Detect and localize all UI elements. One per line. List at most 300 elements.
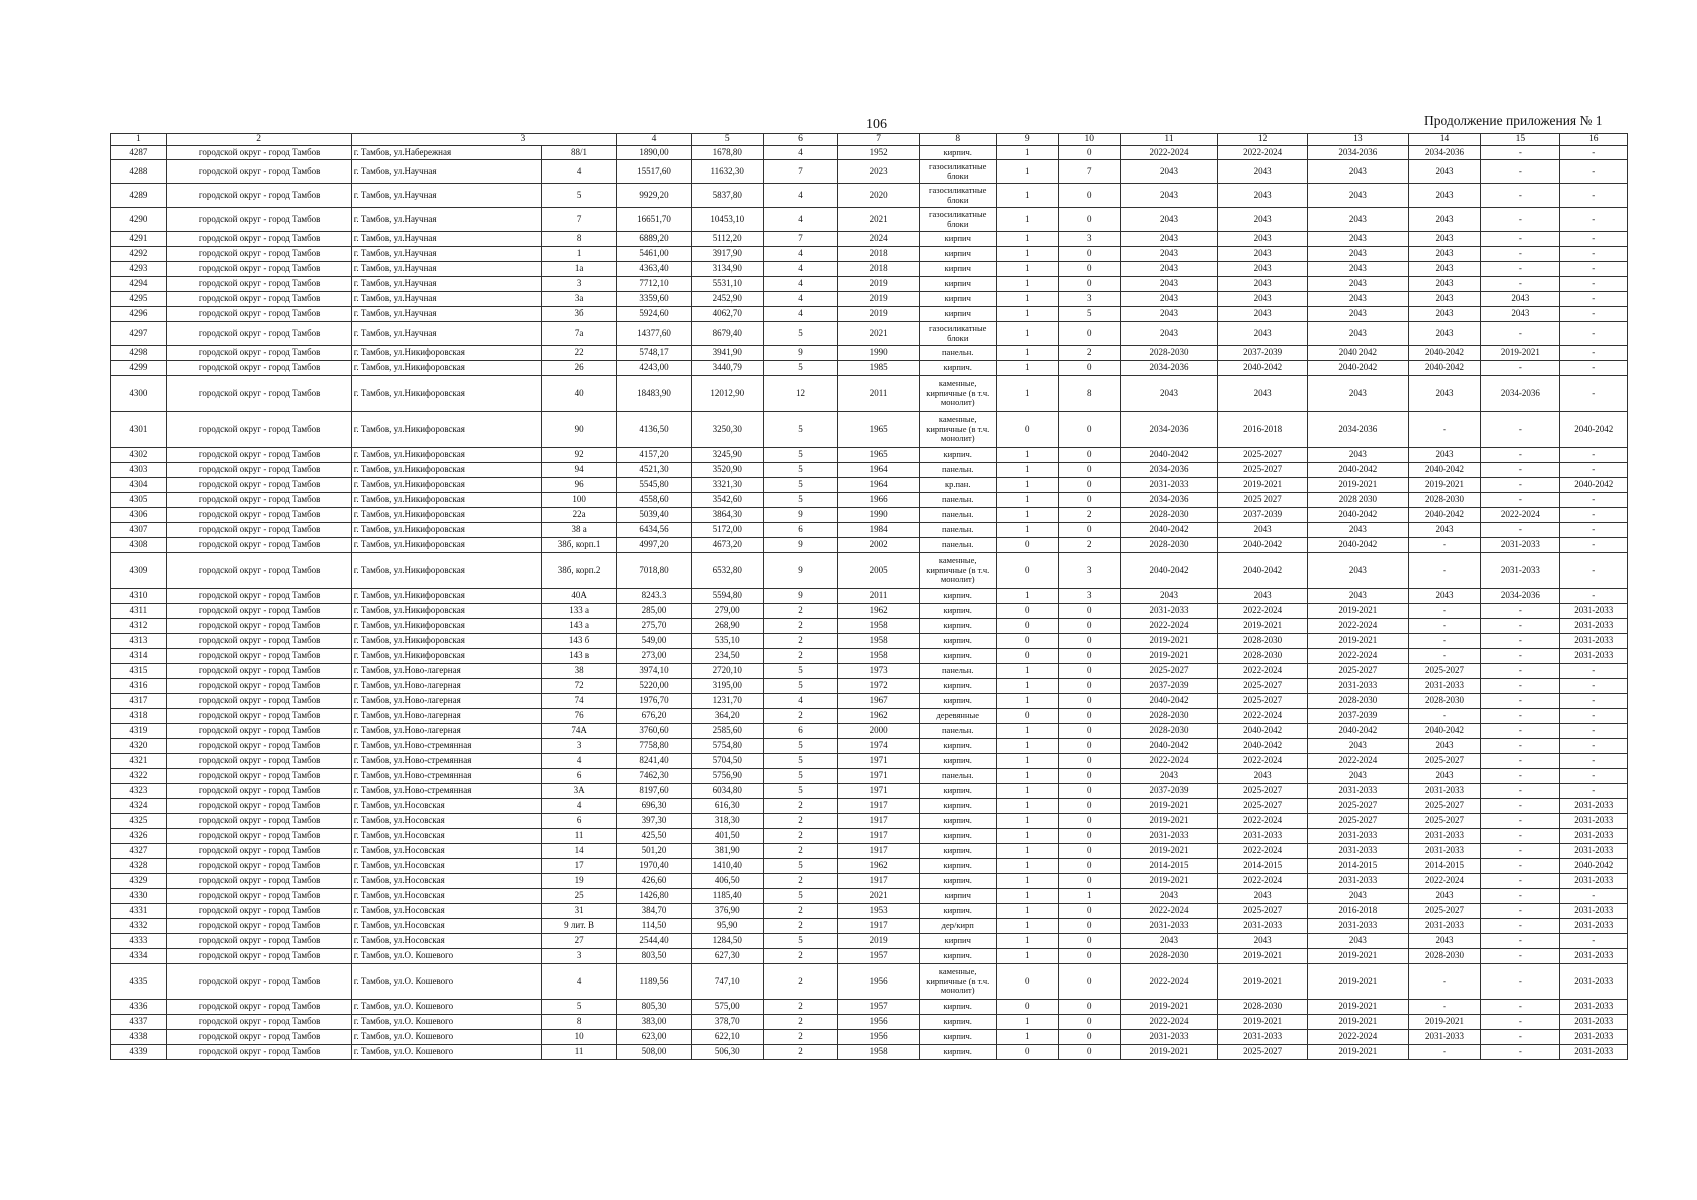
cell-street-address: г. Тамбов, ул.Носовская	[351, 844, 541, 859]
cell-period-11: 2028-2030	[1120, 709, 1217, 724]
cell-period-13: 2019-2021	[1308, 964, 1409, 1000]
table-row	[111, 361, 1628, 376]
cell-total-area: 3974,10	[617, 664, 692, 679]
cell-period-13: 2043	[1308, 208, 1409, 232]
cell-period-14: -	[1408, 709, 1481, 724]
cell-street-address: г. Тамбов, ул.Никифоровская	[351, 634, 541, 649]
cell-flag-a: 0	[996, 1045, 1058, 1060]
cell-municipality: городской округ - город Тамбов	[166, 889, 351, 904]
cell-total-area: 4136,50	[617, 412, 692, 448]
cell-street-address: г. Тамбов, ул.Никифоровская	[351, 463, 541, 478]
cell-flag-b: 0	[1058, 784, 1120, 799]
cell-period-14: 2043	[1408, 307, 1481, 322]
cell-house-number: 72	[542, 679, 617, 694]
cell-municipality: городской округ - город Тамбов	[166, 412, 351, 448]
table-row	[111, 493, 1628, 508]
cell-living-area: 4062,70	[691, 307, 763, 322]
cell-flag-b: 0	[1058, 859, 1120, 874]
cell-period-12: 2043	[1218, 184, 1308, 208]
cell-flag-a: 1	[996, 508, 1058, 523]
cell-period-12: 2022-2024	[1218, 664, 1308, 679]
cell-period-16: 2031-2033	[1560, 904, 1628, 919]
cell-row-number: 4316	[111, 679, 167, 694]
table-row	[111, 739, 1628, 754]
cell-period-14: -	[1408, 1045, 1481, 1060]
cell-period-15: 2043	[1481, 292, 1560, 307]
cell-house-number: 40	[542, 376, 617, 412]
cell-total-area: 4521,30	[617, 463, 692, 478]
cell-period-12: 2019-2021	[1218, 964, 1308, 1000]
cell-period-14: -	[1408, 1000, 1481, 1015]
cell-floors: 9	[763, 346, 838, 361]
cell-municipality: городской округ - город Тамбов	[166, 322, 351, 346]
cell-flag-b: 0	[1058, 247, 1120, 262]
table-row	[111, 1015, 1628, 1030]
cell-period-11: 2034-2036	[1120, 412, 1217, 448]
cell-period-13: 2019-2021	[1308, 634, 1409, 649]
cell-total-area: 1890,00	[617, 146, 692, 160]
cell-period-13: 2034-2036	[1308, 146, 1409, 160]
cell-period-15: 2034-2036	[1481, 589, 1560, 604]
cell-period-11: 2043	[1120, 934, 1217, 949]
cell-total-area: 8243.3	[617, 589, 692, 604]
cell-year-built: 1990	[838, 346, 919, 361]
table-row	[111, 146, 1628, 160]
cell-year-built: 2019	[838, 307, 919, 322]
cell-period-13: 2043	[1308, 934, 1409, 949]
table-row	[111, 829, 1628, 844]
cell-year-built: 2021	[838, 322, 919, 346]
cell-living-area: 401,50	[691, 829, 763, 844]
cell-flag-a: 1	[996, 679, 1058, 694]
cell-row-number: 4324	[111, 799, 167, 814]
cell-floors: 2	[763, 1000, 838, 1015]
cell-street-address: г. Тамбов, ул.Научная	[351, 262, 541, 277]
header-cell: 3	[351, 134, 616, 146]
cell-period-11: 2022-2024	[1120, 1015, 1217, 1030]
cell-row-number: 4322	[111, 769, 167, 784]
cell-street-address: г. Тамбов, ул.Никифоровская	[351, 619, 541, 634]
cell-flag-a: 1	[996, 262, 1058, 277]
cell-municipality: городской округ - город Тамбов	[166, 874, 351, 889]
cell-year-built: 2019	[838, 292, 919, 307]
cell-period-13: 2019-2021	[1308, 604, 1409, 619]
cell-row-number: 4331	[111, 904, 167, 919]
cell-living-area: 6532,80	[691, 553, 763, 589]
cell-period-12: 2022-2024	[1218, 874, 1308, 889]
cell-flag-a: 1	[996, 724, 1058, 739]
cell-period-15: -	[1481, 448, 1560, 463]
cell-flag-a: 1	[996, 919, 1058, 934]
cell-period-15: -	[1481, 232, 1560, 247]
cell-period-11: 2022-2024	[1120, 904, 1217, 919]
cell-floors: 5	[763, 754, 838, 769]
cell-house-number: 143 б	[542, 634, 617, 649]
cell-period-16: -	[1560, 724, 1628, 739]
cell-period-14: 2031-2033	[1408, 844, 1481, 859]
cell-year-built: 2023	[838, 160, 919, 184]
cell-row-number: 4319	[111, 724, 167, 739]
cell-period-14: 2043	[1408, 292, 1481, 307]
cell-wall-material: каменные, кирпичные (в т.ч. монолит)	[919, 412, 996, 448]
cell-period-13: 2022-2024	[1308, 649, 1409, 664]
cell-street-address: г. Тамбов, ул.О. Кошевого	[351, 949, 541, 964]
cell-period-11: 2019-2021	[1120, 874, 1217, 889]
cell-living-area: 575,00	[691, 1000, 763, 1015]
cell-year-built: 1958	[838, 619, 919, 634]
cell-period-15: -	[1481, 604, 1560, 619]
cell-floors: 2	[763, 709, 838, 724]
cell-period-11: 2043	[1120, 292, 1217, 307]
cell-year-built: 2018	[838, 262, 919, 277]
cell-period-15: -	[1481, 208, 1560, 232]
cell-wall-material: кирпич.	[919, 874, 996, 889]
cell-period-15: -	[1481, 814, 1560, 829]
cell-floors: 4	[763, 292, 838, 307]
cell-street-address: г. Тамбов, ул.Носовская	[351, 934, 541, 949]
cell-floors: 2	[763, 634, 838, 649]
cell-floors: 2	[763, 919, 838, 934]
cell-period-16: -	[1560, 346, 1628, 361]
cell-wall-material: каменные, кирпичные (в т.ч. монолит)	[919, 964, 996, 1000]
cell-period-15: -	[1481, 859, 1560, 874]
cell-year-built: 1956	[838, 964, 919, 1000]
cell-total-area: 696,30	[617, 799, 692, 814]
header-cell: 13	[1308, 134, 1409, 146]
cell-period-16: 2031-2033	[1560, 949, 1628, 964]
cell-street-address: г. Тамбов, ул.Научная	[351, 208, 541, 232]
cell-total-area: 1189,56	[617, 964, 692, 1000]
cell-row-number: 4326	[111, 829, 167, 844]
cell-period-13: 2043	[1308, 160, 1409, 184]
cell-house-number: 31	[542, 904, 617, 919]
cell-row-number: 4291	[111, 232, 167, 247]
cell-living-area: 506,30	[691, 1045, 763, 1060]
cell-floors: 2	[763, 814, 838, 829]
cell-municipality: городской округ - город Тамбов	[166, 208, 351, 232]
table-row	[111, 724, 1628, 739]
cell-period-14: 2025-2027	[1408, 904, 1481, 919]
cell-period-12: 2037-2039	[1218, 346, 1308, 361]
table-row	[111, 709, 1628, 724]
cell-living-area: 3520,90	[691, 463, 763, 478]
cell-wall-material: кирпич.	[919, 361, 996, 376]
cell-living-area: 268,90	[691, 619, 763, 634]
cell-period-15: -	[1481, 478, 1560, 493]
table-row	[111, 619, 1628, 634]
cell-flag-a: 1	[996, 739, 1058, 754]
cell-year-built: 1985	[838, 361, 919, 376]
cell-total-area: 1426,80	[617, 889, 692, 904]
cell-period-15: -	[1481, 784, 1560, 799]
cell-row-number: 4304	[111, 478, 167, 493]
cell-period-16: -	[1560, 247, 1628, 262]
cell-flag-b: 0	[1058, 1030, 1120, 1045]
cell-total-area: 8241,40	[617, 754, 692, 769]
cell-total-area: 4363,40	[617, 262, 692, 277]
cell-row-number: 4330	[111, 889, 167, 904]
cell-house-number: 7а	[542, 322, 617, 346]
cell-row-number: 4287	[111, 146, 167, 160]
cell-flag-b: 3	[1058, 232, 1120, 247]
cell-municipality: городской округ - город Тамбов	[166, 919, 351, 934]
cell-period-14: 2028-2030	[1408, 694, 1481, 709]
cell-flag-a: 0	[996, 649, 1058, 664]
cell-flag-a: 1	[996, 1030, 1058, 1045]
cell-house-number: 1а	[542, 262, 617, 277]
cell-year-built: 1962	[838, 859, 919, 874]
cell-floors: 5	[763, 679, 838, 694]
cell-year-built: 2020	[838, 184, 919, 208]
cell-period-14: 2043	[1408, 262, 1481, 277]
cell-period-15: 2043	[1481, 307, 1560, 322]
cell-period-14: 2043	[1408, 322, 1481, 346]
cell-period-12: 2040-2042	[1218, 553, 1308, 589]
cell-period-15: -	[1481, 1015, 1560, 1030]
table-row	[111, 814, 1628, 829]
cell-total-area: 273,00	[617, 649, 692, 664]
cell-year-built: 2000	[838, 724, 919, 739]
cell-period-11: 2040-2042	[1120, 694, 1217, 709]
cell-year-built: 1990	[838, 508, 919, 523]
cell-period-16: -	[1560, 889, 1628, 904]
cell-floors: 5	[763, 493, 838, 508]
table-row	[111, 277, 1628, 292]
cell-floors: 5	[763, 412, 838, 448]
cell-period-12: 2043	[1218, 277, 1308, 292]
cell-total-area: 2544,40	[617, 934, 692, 949]
table-row	[111, 1045, 1628, 1060]
cell-period-12: 2040-2042	[1218, 739, 1308, 754]
cell-period-16: -	[1560, 784, 1628, 799]
table-row	[111, 949, 1628, 964]
cell-period-16: 2040-2042	[1560, 478, 1628, 493]
cell-period-12: 2025 2027	[1218, 493, 1308, 508]
table-row	[111, 934, 1628, 949]
cell-row-number: 4300	[111, 376, 167, 412]
cell-house-number: 40А	[542, 589, 617, 604]
cell-period-11: 2031-2033	[1120, 604, 1217, 619]
cell-living-area: 622,10	[691, 1030, 763, 1045]
cell-period-13: 2014-2015	[1308, 859, 1409, 874]
cell-period-11: 2031-2033	[1120, 829, 1217, 844]
cell-period-12: 2040-2042	[1218, 724, 1308, 739]
cell-total-area: 384,70	[617, 904, 692, 919]
cell-row-number: 4299	[111, 361, 167, 376]
cell-house-number: 11	[542, 1045, 617, 1060]
cell-period-14: -	[1408, 553, 1481, 589]
cell-flag-b: 0	[1058, 1045, 1120, 1060]
cell-flag-a: 1	[996, 859, 1058, 874]
cell-street-address: г. Тамбов, ул.Никифоровская	[351, 448, 541, 463]
cell-total-area: 5461,00	[617, 247, 692, 262]
cell-flag-b: 0	[1058, 412, 1120, 448]
cell-period-11: 2019-2021	[1120, 1000, 1217, 1015]
cell-house-number: 8	[542, 1015, 617, 1030]
cell-total-area: 7758,80	[617, 739, 692, 754]
cell-period-13: 2025-2027	[1308, 814, 1409, 829]
cell-flag-a: 1	[996, 784, 1058, 799]
cell-period-12: 2043	[1218, 232, 1308, 247]
cell-living-area: 10453,10	[691, 208, 763, 232]
cell-year-built: 1917	[838, 829, 919, 844]
cell-period-16: 2040-2042	[1560, 859, 1628, 874]
cell-street-address: г. Тамбов, ул.Научная	[351, 184, 541, 208]
cell-house-number: 4	[542, 160, 617, 184]
cell-period-14: 2028-2030	[1408, 493, 1481, 508]
header-cell: 7	[838, 134, 919, 146]
cell-flag-b: 0	[1058, 604, 1120, 619]
cell-year-built: 2002	[838, 538, 919, 553]
cell-wall-material: кирпич.	[919, 904, 996, 919]
cell-flag-b: 2	[1058, 346, 1120, 361]
cell-house-number: 38б, корп.1	[542, 538, 617, 553]
cell-period-13: 2043	[1308, 322, 1409, 346]
cell-period-14: 2031-2033	[1408, 784, 1481, 799]
cell-flag-a: 1	[996, 829, 1058, 844]
cell-house-number: 1	[542, 247, 617, 262]
cell-period-11: 2028-2030	[1120, 346, 1217, 361]
cell-total-area: 501,20	[617, 844, 692, 859]
cell-street-address: г. Тамбов, ул.Носовская	[351, 904, 541, 919]
cell-total-area: 6889,20	[617, 232, 692, 247]
cell-wall-material: кирпич.	[919, 1030, 996, 1045]
cell-period-16: -	[1560, 754, 1628, 769]
cell-floors: 4	[763, 247, 838, 262]
cell-floors: 2	[763, 964, 838, 1000]
cell-year-built: 1957	[838, 949, 919, 964]
table-row	[111, 247, 1628, 262]
cell-flag-b: 0	[1058, 146, 1120, 160]
cell-flag-a: 1	[996, 160, 1058, 184]
cell-period-11: 2019-2021	[1120, 799, 1217, 814]
cell-period-13: 2025-2027	[1308, 799, 1409, 814]
cell-wall-material: кирпич	[919, 292, 996, 307]
cell-living-area: 5704,50	[691, 754, 763, 769]
cell-total-area: 7018,80	[617, 553, 692, 589]
cell-period-13: 2025-2027	[1308, 664, 1409, 679]
cell-street-address: г. Тамбов, ул.Носовская	[351, 919, 541, 934]
cell-flag-b: 0	[1058, 694, 1120, 709]
cell-period-15: 2022-2024	[1481, 508, 1560, 523]
cell-flag-a: 1	[996, 184, 1058, 208]
cell-flag-b: 3	[1058, 292, 1120, 307]
cell-street-address: г. Тамбов, ул.Носовская	[351, 829, 541, 844]
cell-period-11: 2040-2042	[1120, 448, 1217, 463]
cell-wall-material: каменные, кирпичные (в т.ч. монолит)	[919, 376, 996, 412]
cell-period-12: 2019-2021	[1218, 478, 1308, 493]
cell-wall-material: газосиликатные блоки	[919, 160, 996, 184]
cell-total-area: 9929,20	[617, 184, 692, 208]
cell-period-12: 2028-2030	[1218, 649, 1308, 664]
cell-living-area: 3250,30	[691, 412, 763, 448]
cell-year-built: 1958	[838, 1045, 919, 1060]
cell-row-number: 4309	[111, 553, 167, 589]
cell-period-16: -	[1560, 448, 1628, 463]
cell-living-area: 3245,90	[691, 448, 763, 463]
cell-period-16: -	[1560, 679, 1628, 694]
cell-period-15: -	[1481, 523, 1560, 538]
cell-flag-a: 1	[996, 322, 1058, 346]
cell-house-number: 100	[542, 493, 617, 508]
cell-period-11: 2019-2021	[1120, 634, 1217, 649]
cell-period-16: 2031-2033	[1560, 619, 1628, 634]
cell-period-11: 2037-2039	[1120, 679, 1217, 694]
cell-flag-b: 0	[1058, 262, 1120, 277]
table-row	[111, 322, 1628, 346]
cell-floors: 5	[763, 478, 838, 493]
table-row	[111, 448, 1628, 463]
cell-period-15: -	[1481, 754, 1560, 769]
cell-period-14: 2043	[1408, 523, 1481, 538]
cell-flag-a: 1	[996, 694, 1058, 709]
cell-period-15: -	[1481, 904, 1560, 919]
cell-period-12: 2019-2021	[1218, 949, 1308, 964]
header-cell: 15	[1481, 134, 1560, 146]
table-row	[111, 769, 1628, 784]
cell-period-13: 2028-2030	[1308, 694, 1409, 709]
cell-wall-material: панельн.	[919, 523, 996, 538]
cell-row-number: 4312	[111, 619, 167, 634]
cell-living-area: 5172,00	[691, 523, 763, 538]
cell-period-12: 2025-2027	[1218, 799, 1308, 814]
cell-municipality: городской округ - город Тамбов	[166, 1030, 351, 1045]
cell-flag-b: 0	[1058, 904, 1120, 919]
cell-period-14: -	[1408, 412, 1481, 448]
cell-period-13: 2022-2024	[1308, 1030, 1409, 1045]
cell-period-15: -	[1481, 964, 1560, 1000]
cell-period-14: 2019-2021	[1408, 478, 1481, 493]
cell-period-11: 2028-2030	[1120, 538, 1217, 553]
cell-total-area: 7712,10	[617, 277, 692, 292]
cell-municipality: городской округ - город Тамбов	[166, 739, 351, 754]
cell-street-address: г. Тамбов, ул.Ново-стремянная	[351, 739, 541, 754]
table-row	[111, 874, 1628, 889]
cell-flag-b: 0	[1058, 619, 1120, 634]
cell-street-address: г. Тамбов, ул.Набережная	[351, 146, 541, 160]
cell-street-address: г. Тамбов, ул.О. Кошевого	[351, 1000, 541, 1015]
cell-house-number: 3	[542, 277, 617, 292]
cell-row-number: 4306	[111, 508, 167, 523]
table-row	[111, 679, 1628, 694]
cell-flag-a: 1	[996, 292, 1058, 307]
cell-wall-material: кирпич.	[919, 604, 996, 619]
cell-floors: 4	[763, 184, 838, 208]
cell-wall-material: кирпич.	[919, 844, 996, 859]
cell-house-number: 5	[542, 184, 617, 208]
cell-period-11: 2022-2024	[1120, 754, 1217, 769]
cell-house-number: 3б	[542, 307, 617, 322]
cell-house-number: 14	[542, 844, 617, 859]
cell-municipality: городской округ - город Тамбов	[166, 769, 351, 784]
cell-period-15: -	[1481, 934, 1560, 949]
cell-period-13: 2043	[1308, 769, 1409, 784]
cell-period-13: 2022-2024	[1308, 619, 1409, 634]
cell-year-built: 1974	[838, 739, 919, 754]
cell-municipality: городской округ - город Тамбов	[166, 277, 351, 292]
cell-period-16: -	[1560, 322, 1628, 346]
cell-year-built: 1952	[838, 146, 919, 160]
cell-street-address: г. Тамбов, ул.Носовская	[351, 814, 541, 829]
cell-floors: 5	[763, 859, 838, 874]
cell-flag-a: 1	[996, 769, 1058, 784]
cell-wall-material: кирпич.	[919, 634, 996, 649]
cell-flag-b: 0	[1058, 478, 1120, 493]
cell-period-14: 2040-2042	[1408, 508, 1481, 523]
cell-flag-b: 0	[1058, 739, 1120, 754]
cell-period-12: 2043	[1218, 589, 1308, 604]
cell-house-number: 76	[542, 709, 617, 724]
